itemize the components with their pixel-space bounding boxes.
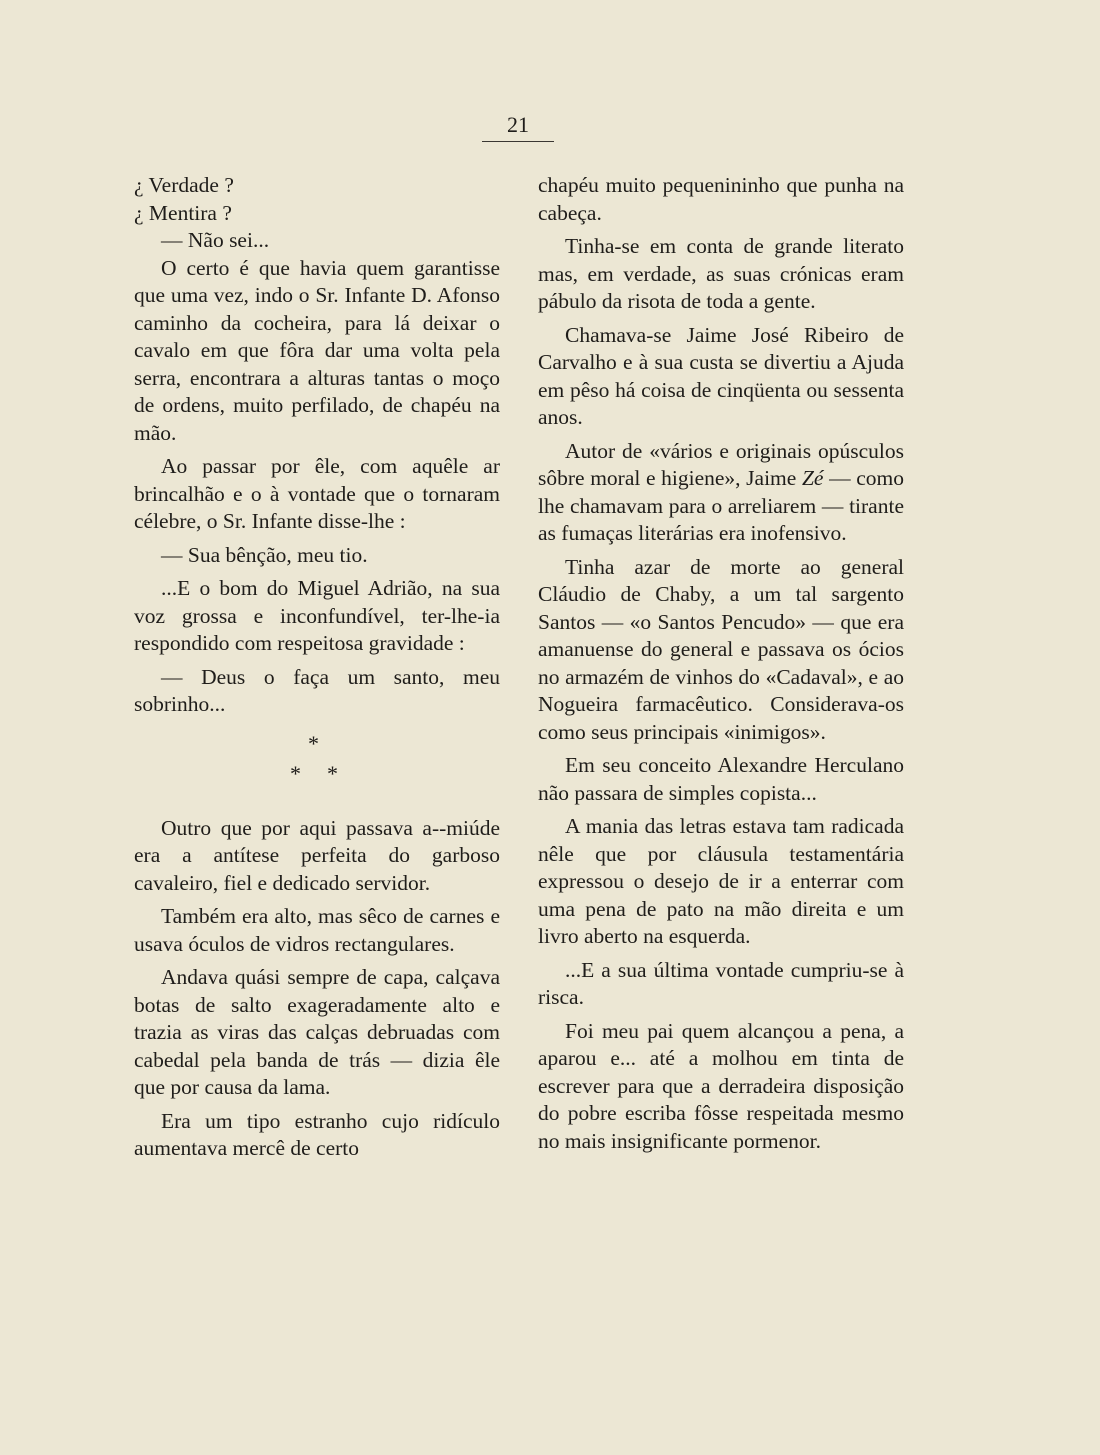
left-column — [134, 172, 500, 1169]
asterism-star: * — [308, 730, 319, 756]
paragraph: ...E a sua última vontade cumpriu-se à risca. — [538, 957, 904, 1009]
paragraph: Era um tipo estranho cujo ridículo aumentava mercê de certo — [134, 1108, 500, 1160]
paragraph: Também era alto, mas sêco de carnes e usava óculos de vidros rectangulares. — [134, 904, 500, 956]
page-number: 21 — [507, 112, 529, 137]
paragraph: — Sua bênção, meu tio. — [161, 542, 368, 567]
text-run: — como lhe chamavam para o arreliarem — tirante as fumaças literárias era inofensivo. — [538, 466, 904, 545]
paragraph: Tinha-se em conta de grande literato mas, em verdade, as suas crónicas eram pábulo da risota de toda a gente. — [538, 234, 904, 313]
paragraph: ...E o bom do Miguel Adrião, na sua voz grossa e inconfundível, ter-lhe-ia respondido com respeitosa gravidade : — [134, 576, 500, 655]
paragraph: Outro que por aqui passava a--miúde era a antítese perfeita do garboso cavaleiro, fiel e dedicado servidor. — [134, 815, 500, 895]
paragraph: ¿ Mentira ? — [134, 200, 232, 225]
paragraph: Andava quási sempre de capa, calçava botas de salto exageradamente alto e trazia as viras das calças debruadas com cabedal pela banda de trás — dizia êle que por causa da lama. — [134, 965, 500, 1099]
paragraph: Tinha azar de morte ao general Cláudio de Chaby, a um tal sargento Santos — «o Santos Pencudo» — que era amanuense do general e passava os ócios no armazém de vinhos do «Cadaval», e ao Nogueira farmacêutico. Considerava-os como seus principais «inimigos». — [538, 554, 904, 744]
asterism-separator — [134, 725, 500, 805]
paragraph: Em seu conceito Alexandre Herculano não passara de simples copista... — [538, 753, 904, 805]
asterism-star: * — [327, 760, 338, 786]
paragraph: Foi meu pai quem alcançou a pena, a aparou e... até a molhou em tinta de escrever para que a derradeira disposição do pobre escriba fôsse respeitada mesmo no mais insignificante pormenor. — [538, 1018, 904, 1153]
paragraph: Ao passar por êle, com aquêle ar brincalhão e o à vontade que o tornaram célebre, o Sr. Infante disse-lhe : — [134, 454, 500, 533]
paragraph: — Não sei... — [161, 228, 270, 252]
paragraph: O certo é que havia quem garantisse que uma vez, indo o Sr. Infante D. Afonso caminho da cocheira, para lá deixar o cavalo em que fôra dar uma volta pela serra, encontrara a alturas tantas o moço de ordens, muito perfilado, de chapéu na mão. — [134, 255, 500, 445]
asterism-star: * — [290, 760, 301, 786]
nickname-italic: Zé — [801, 466, 824, 490]
page-number-rule — [482, 141, 554, 142]
paragraph: — Deus o faça um santo, meu sobrinho... — [134, 664, 500, 716]
right-column — [538, 172, 904, 1161]
paragraph: chapéu muito pequenininho que punha na cabeça. — [538, 173, 904, 225]
text-run: Autor de «vários e originais opúsculos sôbre moral e higiene», Jaime — [538, 438, 904, 490]
paragraph: A mania das letras estava tam radicada nêle que por cláusula testamentária expressou o desejo de ir a enterrar com uma pena de pato na mão direita e um livro aberto na esquerda. — [538, 814, 904, 948]
paragraph: Chamava-se Jaime José Ribeiro de Carvalho e à sua custa se divertiu a Ajuda em pêso há coisa de cinqüenta ou sessenta anos. — [538, 322, 904, 429]
paragraph — [538, 438, 904, 548]
paragraph: ¿ Verdade ? — [134, 173, 234, 197]
